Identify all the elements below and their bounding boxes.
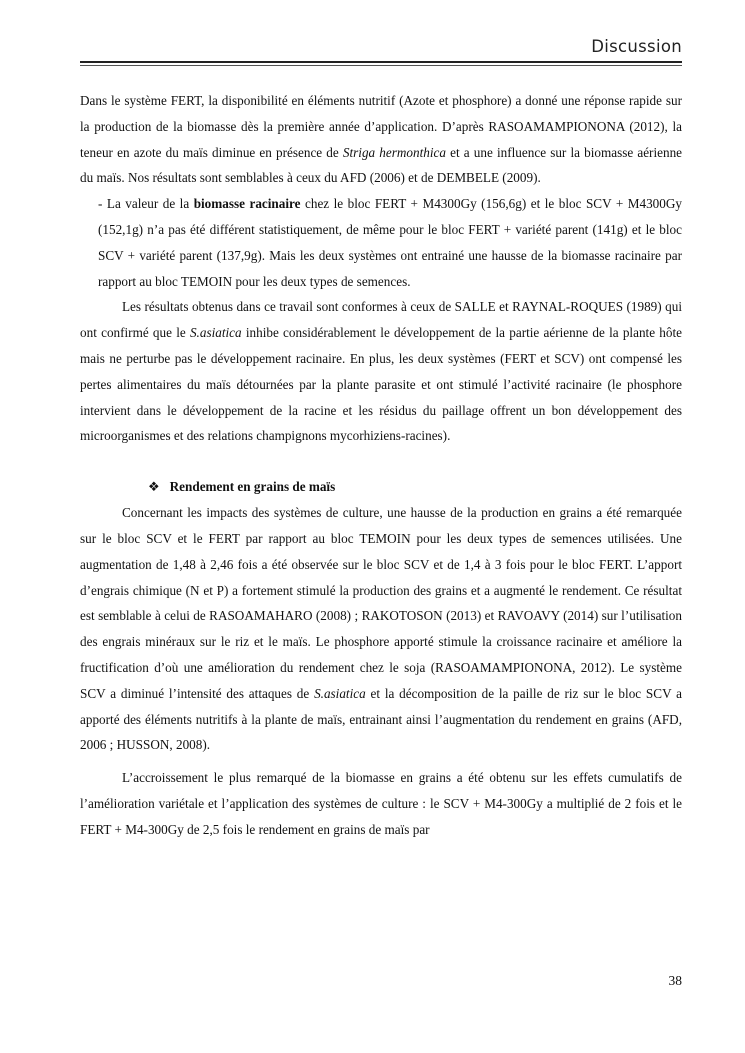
text-run: La valeur de la (106, 196, 194, 212)
page-header-title: Discussion (591, 37, 682, 56)
paragraph-fert-nutrients (80, 88, 682, 191)
page-number: 38 (668, 973, 682, 988)
text-run: inhibe considérablement le développement de la partie aérienne de la plante hôte mais ne perturbe pas le développement racinaire. En plus, les deux systèmes (FERT et SCV) ont compensé les pertes alimentaires du maïs détournées par la plante parasite et ont stimulé l’activité racinaire (le phosphore intervient dans le développement de la racine et les résidus du paillage offrent un bon développement des microorganismes et des relations champignons mycorhiziens-racines). (80, 325, 682, 444)
species-name: S.asiatica (189, 325, 242, 341)
document-body (80, 88, 682, 843)
header-rule-thin (80, 65, 682, 66)
text-run: Dans le système FERT, la disponibilité en éléments nutritif (Azote et phosphore) a donné une réponse rapide sur la production de la biomasse dès la première année d’application. D’après RASOAMAMPIONONA (2012), la teneur en azote du maïs diminue en présence de (80, 93, 682, 160)
text-run: et la décomposition de la paille de riz sur le bloc SCV a apporté des éléments nutritifs à la plante de maïs, entrainant ainsi l’augmentation du rendement en grains (AFD, 2006 ; HUSSON, 2008). (80, 685, 683, 753)
paragraph-grain-yield (80, 500, 682, 758)
diamond-bullet-icon: ❖ (148, 479, 160, 495)
section-heading-text: Rendement en grains de maïs (169, 479, 336, 495)
section-heading (80, 474, 682, 500)
text-run: et a une influence sur la biomasse aérienne du maïs. Nos résultats sont semblables à ceux du AFD (2006) et de DEMBELE (2009). (80, 144, 683, 186)
paragraph-root-biomass (80, 191, 682, 294)
species-name: Striga hermonthica (342, 144, 446, 160)
dash-bullet: - (98, 196, 107, 212)
text-run: L’accroissement le plus remarqué de la biomasse en grains a été obtenu sur les effets cumulatifs de l’amélioration variétale et l’application des systèmes de culture : le SCV + M4-300Gy a multiplié de 2 fois et le FERT + M4-300Gy de 2,5 fois le rendement en grains de maïs par (80, 770, 682, 837)
bold-term: biomasse racinaire (193, 196, 301, 212)
paragraph-salle-comparison (80, 294, 682, 449)
text-run: Concernant les impacts des systèmes de culture, une hausse de la production en grains a été remarquée sur le bloc SCV et le FERT par rapport au bloc TEMOIN pour les deux types de semences utilisées. Une augmentation de 1,48 à 2,46 fois a été observée sur le bloc SCV et de 1,4 à 3 fois pour le bloc FERT. L’apport d’engrais chimique (N et P) a fortement stimulé la production des grains et a augmenté le rendement. Ce résultat est semblable à celui de RASOAMAHARO (2008) ; RAKOTOSON (2013) et RAVOAVY (2014) sur l’utilisation des engrais minéraux sur le riz et le maïs. Le phosphore apporté stimule la croissance racinaire et améliore la fructification d’où une amélioration du rendement chez le soja (RASOAMAMPIONONA, 2012). Le système SCV a diminué l’intensité des attaques de (80, 505, 682, 701)
text-run: chez le bloc FERT + M4300Gy (156,6g) et le bloc SCV + M4300Gy (152,1g) n’a pas été différent statistiquement, de même pour le bloc FERT + variété parent (141g) et le bloc SCV + variété parent (137,9g). Mais les deux systèmes ont entrainé une hausse de la biomasse racinaire par rapport au bloc TEMOIN pour les deux types de semences. (98, 196, 682, 289)
species-name: S.asiatica (314, 685, 366, 701)
text-run: Les résultats obtenus dans ce travail sont conformes à ceux de SALLE et RAYNAL-ROQUES (1989) qui ont confirmé que le (80, 299, 682, 341)
header-rule-thick (80, 61, 682, 63)
paragraph-cumulative-effects (80, 765, 682, 842)
paragraph-gap (80, 449, 682, 474)
